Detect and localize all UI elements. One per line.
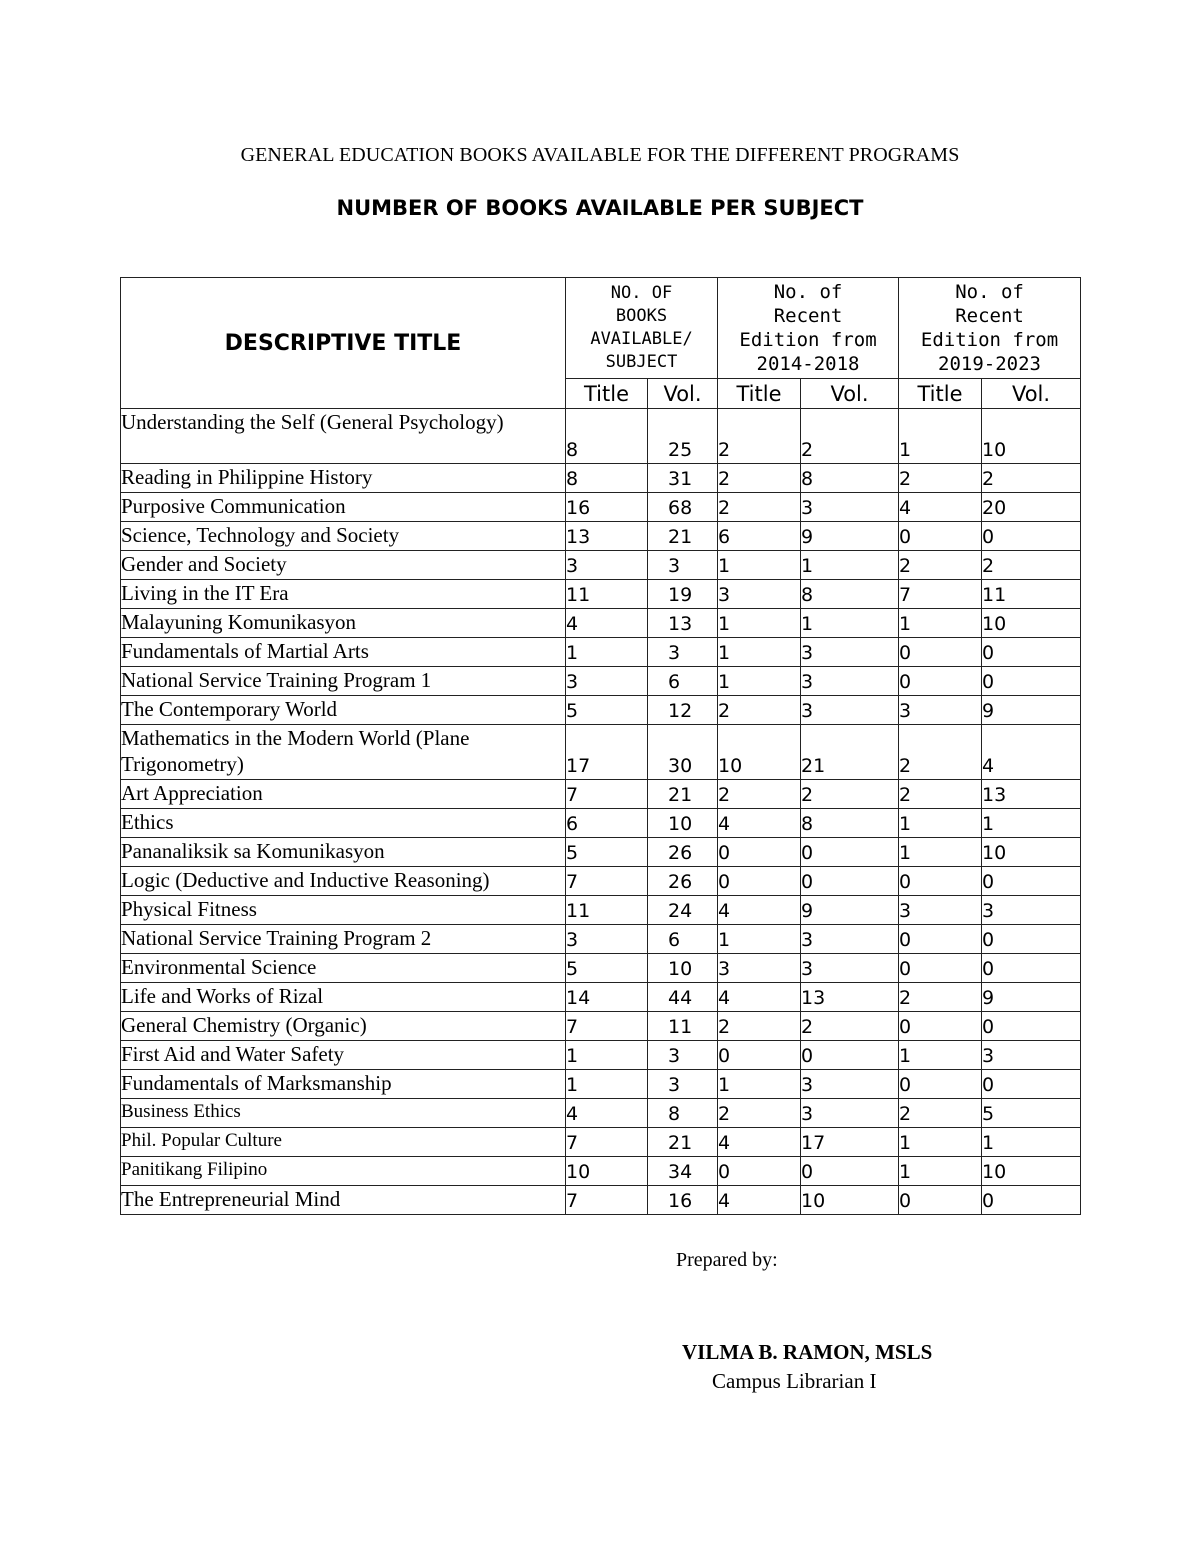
value-cell: 4 [899, 493, 982, 522]
value-cell: 2 [801, 1012, 899, 1041]
value-cell: 1 [718, 925, 801, 954]
value-cell: 2 [899, 725, 982, 780]
value-cell: 7 [566, 867, 648, 896]
value-cell: 7 [566, 780, 648, 809]
table-row [121, 838, 1081, 867]
value-cell: 2 [718, 1012, 801, 1041]
value-cell: 34 [648, 1157, 718, 1186]
value-cell: 10 [982, 609, 1081, 638]
value-cell: 68 [648, 493, 718, 522]
prepared-by-label: Prepared by: [676, 1249, 778, 1271]
value-cell: 1 [982, 1128, 1081, 1157]
value-cell: 30 [648, 725, 718, 780]
value-cell: 5 [566, 696, 648, 725]
value-cell: 2 [718, 780, 801, 809]
table-row [121, 464, 1081, 493]
table-row [121, 867, 1081, 896]
value-cell: 0 [899, 1186, 982, 1215]
table-row [121, 1128, 1081, 1157]
value-cell: 4 [718, 983, 801, 1012]
value-cell: 11 [982, 580, 1081, 609]
header-recent-2019-2023 [899, 278, 1081, 379]
subject-cell: Living in the IT Era [121, 580, 566, 609]
table-row [121, 954, 1081, 983]
value-cell: 0 [982, 954, 1081, 983]
table-row [121, 551, 1081, 580]
value-cell: 2 [899, 1099, 982, 1128]
value-cell: 2 [718, 1099, 801, 1128]
value-cell: 0 [982, 667, 1081, 696]
header-books-available [566, 278, 718, 379]
value-cell: 8 [801, 809, 899, 838]
table-row [121, 896, 1081, 925]
value-cell: 1 [566, 1070, 648, 1099]
subject-cell: Phil. Popular Culture [121, 1128, 566, 1157]
value-cell: 3 [648, 638, 718, 667]
value-cell: 9 [982, 983, 1081, 1012]
subject-cell: The Contemporary World [121, 696, 566, 725]
value-cell: 4 [982, 725, 1081, 780]
signer-role: Campus Librarian I [712, 1369, 877, 1393]
value-cell: 1 [566, 1041, 648, 1070]
subject-cell: Art Appreciation [121, 780, 566, 809]
value-cell: 11 [648, 1012, 718, 1041]
value-cell: 14 [566, 983, 648, 1012]
subject-cell: Purposive Communication [121, 493, 566, 522]
value-cell: 3 [566, 925, 648, 954]
table-row [121, 983, 1081, 1012]
subject-cell: Ethics [121, 809, 566, 838]
value-cell: 0 [982, 1186, 1081, 1215]
value-cell: 6 [718, 522, 801, 551]
value-cell: 2 [899, 551, 982, 580]
table-row [121, 522, 1081, 551]
value-cell: 2 [718, 464, 801, 493]
value-cell: 0 [718, 867, 801, 896]
value-cell: 11 [566, 896, 648, 925]
header-line: Edition from [739, 329, 877, 351]
subject-cell: Logic (Deductive and Inductive Reasoning) [121, 867, 566, 896]
value-cell: 13 [801, 983, 899, 1012]
value-cell: 2 [718, 493, 801, 522]
value-cell: 0 [801, 1041, 899, 1070]
subject-cell: Panitikang Filipino [121, 1157, 566, 1186]
value-cell: 4 [566, 609, 648, 638]
value-cell: 1 [801, 609, 899, 638]
value-cell: 2 [801, 780, 899, 809]
value-cell: 7 [566, 1012, 648, 1041]
subject-cell: The Entrepreneurial Mind [121, 1186, 566, 1215]
subject-cell: Gender and Society [121, 551, 566, 580]
subject-cell: General Chemistry (Organic) [121, 1012, 566, 1041]
subject-cell: Business Ethics [121, 1099, 566, 1128]
value-cell: 3 [801, 667, 899, 696]
value-cell: 3 [566, 551, 648, 580]
value-cell: 0 [801, 1157, 899, 1186]
value-cell: 26 [648, 838, 718, 867]
signer-name: VILMA B. RAMON, MSLS [682, 1340, 933, 1364]
header-line: Edition from [920, 329, 1059, 351]
value-cell: 10 [718, 725, 801, 780]
value-cell: 8 [801, 464, 899, 493]
value-cell: 1 [899, 838, 982, 867]
table-row [121, 1041, 1081, 1070]
subject-cell: Malayuning Komunikasyon [121, 609, 566, 638]
value-cell: 3 [801, 493, 899, 522]
value-cell: 3 [801, 1070, 899, 1099]
value-cell: 7 [566, 1128, 648, 1157]
value-cell: 1 [718, 638, 801, 667]
header-line: 2019-2023 [938, 353, 1041, 375]
value-cell: 1 [566, 638, 648, 667]
subject-cell: Physical Fitness [121, 896, 566, 925]
subject-cell: Science, Technology and Society [121, 522, 566, 551]
table-row [121, 780, 1081, 809]
value-cell: 4 [566, 1099, 648, 1128]
table-row [121, 696, 1081, 725]
value-cell: 0 [899, 925, 982, 954]
value-cell: 44 [648, 983, 718, 1012]
value-cell: 0 [899, 867, 982, 896]
value-cell: 1 [718, 667, 801, 696]
value-cell: 10 [801, 1186, 899, 1215]
header-line: No. of [773, 281, 843, 303]
value-cell: 0 [982, 1070, 1081, 1099]
value-cell: 6 [648, 667, 718, 696]
table-body [121, 409, 1081, 1215]
value-cell: 0 [718, 838, 801, 867]
value-cell: 3 [648, 1070, 718, 1099]
value-cell: 7 [566, 1186, 648, 1215]
books-table [120, 277, 1081, 1215]
value-cell: 20 [982, 493, 1081, 522]
value-cell: 3 [648, 1041, 718, 1070]
value-cell: 0 [899, 522, 982, 551]
value-cell: 24 [648, 896, 718, 925]
value-cell: 3 [982, 1041, 1081, 1070]
value-cell: 0 [899, 638, 982, 667]
value-cell: 1 [899, 1128, 982, 1157]
subject-cell: Fundamentals of Marksmanship [121, 1070, 566, 1099]
table-row [121, 925, 1081, 954]
subject-cell: Life and Works of Rizal [121, 983, 566, 1012]
value-cell: 16 [566, 493, 648, 522]
table-row [121, 580, 1081, 609]
table-row [121, 1012, 1081, 1041]
value-cell: 17 [801, 1128, 899, 1157]
value-cell: 1 [718, 551, 801, 580]
value-cell: 26 [648, 867, 718, 896]
value-cell: 21 [648, 780, 718, 809]
value-cell: 0 [899, 1070, 982, 1099]
table-row [121, 1099, 1081, 1128]
value-cell: 2 [982, 551, 1081, 580]
value-cell: 1 [718, 609, 801, 638]
subject-cell: First Aid and Water Safety [121, 1041, 566, 1070]
value-cell: 4 [718, 896, 801, 925]
value-cell: 1 [899, 609, 982, 638]
value-cell: 5 [982, 1099, 1081, 1128]
value-cell: 10 [982, 838, 1081, 867]
value-cell: 10 [982, 409, 1081, 464]
value-cell: 0 [801, 838, 899, 867]
subject-cell: National Service Training Program 2 [121, 925, 566, 954]
value-cell: 1 [718, 1070, 801, 1099]
subject-cell: Fundamentals of Martial Arts [121, 638, 566, 667]
document-subtitle: NUMBER OF BOOKS AVAILABLE PER SUBJECT [336, 196, 864, 220]
value-cell: 21 [648, 522, 718, 551]
value-cell: 6 [648, 925, 718, 954]
value-cell: 4 [718, 1186, 801, 1215]
subject-cell: Environmental Science [121, 954, 566, 983]
value-cell: 0 [982, 1012, 1081, 1041]
value-cell: 3 [899, 896, 982, 925]
header-row-groups [121, 278, 1081, 379]
value-cell: 1 [899, 809, 982, 838]
table-row [121, 667, 1081, 696]
value-cell: 13 [648, 609, 718, 638]
value-cell: 2 [801, 409, 899, 464]
value-cell: 9 [982, 696, 1081, 725]
value-cell: 0 [982, 925, 1081, 954]
subject-cell: National Service Training Program 1 [121, 667, 566, 696]
header-line: SUBJECT [605, 352, 678, 372]
value-cell: 3 [566, 667, 648, 696]
value-cell: 1 [801, 551, 899, 580]
table-row [121, 809, 1081, 838]
subject-cell: Pananaliksik sa Komunikasyon [121, 838, 566, 867]
value-cell: 3 [801, 696, 899, 725]
table-row [121, 725, 1081, 780]
value-cell: 0 [801, 867, 899, 896]
value-cell: 2 [899, 464, 982, 493]
value-cell: 3 [718, 954, 801, 983]
value-cell: 9 [801, 522, 899, 551]
value-cell: 0 [982, 522, 1081, 551]
value-cell: 0 [982, 867, 1081, 896]
header-line: AVAILABLE/ [590, 329, 693, 349]
value-cell: 10 [648, 809, 718, 838]
header-line: Recent [773, 305, 843, 327]
value-cell: 3 [801, 638, 899, 667]
value-cell: 0 [899, 954, 982, 983]
value-cell: 10 [982, 1157, 1081, 1186]
table-row [121, 1070, 1081, 1099]
value-cell: 4 [718, 809, 801, 838]
value-cell: 1 [982, 809, 1081, 838]
value-cell: 1 [899, 1041, 982, 1070]
value-cell: 3 [801, 954, 899, 983]
value-cell: 3 [801, 1099, 899, 1128]
value-cell: 11 [566, 580, 648, 609]
value-cell: 0 [899, 1012, 982, 1041]
value-cell: 9 [801, 896, 899, 925]
value-cell: 8 [648, 1099, 718, 1128]
value-cell: 3 [801, 925, 899, 954]
value-cell: 12 [648, 696, 718, 725]
value-cell: 0 [899, 667, 982, 696]
table-row [121, 409, 1081, 464]
value-cell: 8 [801, 580, 899, 609]
header-line: BOOKS [615, 306, 668, 326]
header-descriptive-title: DESCRIPTIVE TITLE [121, 278, 566, 409]
header-recent-2014-2018 [718, 278, 899, 379]
header-line: NO. OF [610, 283, 673, 303]
value-cell: 2 [899, 983, 982, 1012]
header-line: No. of [955, 281, 1024, 303]
header-line: 2014-2018 [756, 353, 860, 375]
value-cell: 1 [899, 1157, 982, 1186]
header-title-col: Title [718, 379, 801, 409]
table-row [121, 493, 1081, 522]
value-cell: 13 [566, 522, 648, 551]
value-cell: 3 [982, 896, 1081, 925]
value-cell: 2 [899, 780, 982, 809]
header-title-col: Title [566, 379, 648, 409]
table-row [121, 1186, 1081, 1215]
value-cell: 10 [648, 954, 718, 983]
value-cell: 0 [718, 1157, 801, 1186]
value-cell: 1 [899, 409, 982, 464]
table-row [121, 638, 1081, 667]
value-cell: 31 [648, 464, 718, 493]
value-cell: 2 [982, 464, 1081, 493]
value-cell: 3 [648, 551, 718, 580]
value-cell: 2 [718, 409, 801, 464]
value-cell: 5 [566, 954, 648, 983]
header-vol-col: Vol. [982, 379, 1081, 409]
value-cell: 8 [566, 464, 648, 493]
value-cell: 3 [718, 580, 801, 609]
value-cell: 6 [566, 809, 648, 838]
value-cell: 25 [648, 409, 718, 464]
table-row [121, 609, 1081, 638]
header-line: Recent [955, 305, 1024, 327]
value-cell: 10 [566, 1157, 648, 1186]
subject-cell: Reading in Philippine History [121, 464, 566, 493]
value-cell: 0 [982, 638, 1081, 667]
value-cell: 16 [648, 1186, 718, 1215]
subject-cell: Mathematics in the Modern World (Plane Trigonometry) [121, 725, 566, 780]
header-title-col: Title [899, 379, 982, 409]
header-vol-col: Vol. [801, 379, 899, 409]
value-cell: 2 [718, 696, 801, 725]
value-cell: 5 [566, 838, 648, 867]
value-cell: 21 [648, 1128, 718, 1157]
value-cell: 3 [899, 696, 982, 725]
value-cell: 8 [566, 409, 648, 464]
value-cell: 19 [648, 580, 718, 609]
document-title: GENERAL EDUCATION BOOKS AVAILABLE FOR THE DIFFERENT PROGRAMS [240, 144, 960, 166]
value-cell: 0 [718, 1041, 801, 1070]
table-row [121, 1157, 1081, 1186]
value-cell: 7 [899, 580, 982, 609]
value-cell: 4 [718, 1128, 801, 1157]
header-vol-col: Vol. [648, 379, 718, 409]
subject-cell: Understanding the Self (General Psychology) [121, 409, 566, 464]
value-cell: 21 [801, 725, 899, 780]
value-cell: 13 [982, 780, 1081, 809]
value-cell: 17 [566, 725, 648, 780]
